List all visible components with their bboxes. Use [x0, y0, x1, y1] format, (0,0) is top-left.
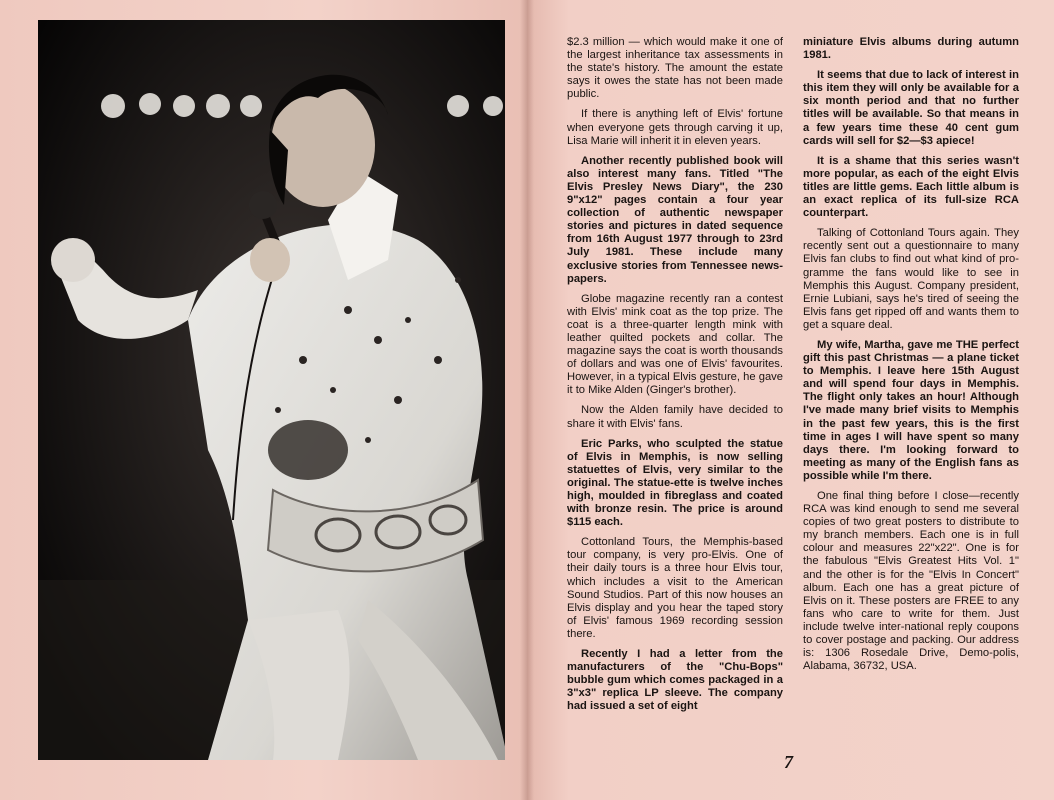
page-number: 7	[784, 752, 793, 772]
paragraph: It seems that due to lack of interest in this item they will only be available for a six month period and that no further titles will be available. So that means in a few years time these 40 cent gum cards will sell for $2—$3 apiece!	[803, 69, 1019, 147]
paragraph: Now the Alden family have decided to share it with Elvis' fans.	[567, 404, 783, 430]
paragraph: Recently I had a letter from the manufacturers of the "Chu-Bops" bubble gum which comes packaged in a 3"x3" replica LP sleeve. The company had issued a set of eight	[567, 648, 783, 713]
paragraph: Another recently published book will also interest many fans. Titled "The Elvis Presley News Diary", the 230 9"x12" pages contain a four year collection of authentic newspaper stories and pictures in dated sequence from 16th August 1977 through to 23rd July 1981. These include many exclusive stories from Tennessee news-papers.	[567, 154, 783, 285]
paragraph: Cottonland Tours, the Memphis-based tour company, is very pro-Elvis. One of their daily tours is a three hour Elvis tour, which includes a visit to the American Sound Studios. Part of this now houses an Elvis display and you hear the taped story of Elvis' famous 1969 recording session there.	[567, 536, 783, 640]
performer-icon	[38, 20, 505, 760]
paragraph: One final thing before I close—recently RCA was kind enough to send me several copies of two great posters to distribute to my branch members. Each one is in full colour and measures 22"x22". One is for the fabulous "Elvis Greatest Hits Vol. 1" and the other is for the "Elvis In Concert" album. Each one has a great picture of Elvis on it. These posters are FREE to any fans who care to write for them. Just include twelve inter-national reply coupons to cover postage and packing. Our address is: 1306 Rosedale Drive, Demo-polis, Alabama, 36732, USA.	[803, 490, 1019, 673]
paragraph: $2.3 million — which would make it one of the largest inheritance tax assessments in the state's history. The amount the estate says it owes the state has not been made public.	[567, 36, 783, 101]
page-gutter	[520, 0, 534, 800]
paragraph: Globe magazine recently ran a contest with Elvis' mink coat as the top prize. The coat is a three-quarter length mink with leather quilted pockets and collar. The magazine says the coat is worth thousands of dollars and was one of Elvis' favourites. However, in a typical Elvis gesture, he gave it to Mike Alden (Ginger's brother).	[567, 292, 783, 397]
concert-photo	[38, 20, 505, 760]
paragraph: If there is anything left of Elvis' fortune when everyone gets through carving it up, Lisa Marie will inherit it in eleven years.	[567, 108, 783, 147]
paragraph: miniature Elvis albums during autumn 1981.	[803, 36, 1019, 62]
paragraph: It is a shame that this series wasn't more popular, as each of the eight Elvis titles are little gems. Each little album is an exact replica of its full-size RCA counterpart.	[803, 154, 1019, 220]
paragraph: My wife, Martha, gave me THE perfect gift this past Christmas — a plane ticket to Memphis. I leave here 15th August and will spend four days in Memphis. The flight only takes an hour! Although I've made many brief visits to Memphis in the past few years, this is the first time in ages I will have spent so many days there. I'm looking forward to meeting as many of the English fans as possible while I'm there.	[803, 338, 1019, 482]
paragraph: Talking of Cottonland Tours again. They recently sent out a questionnaire to many Elvis fan clubs to find out what kind of pro-gramme the fans would like to see in Memphis this August. Company president, Ernie Lubiani, says he's tired of seeing the Elvis fans get ripped off and wants them to get a square deal.	[803, 227, 1019, 331]
article-column-1	[567, 36, 783, 721]
paragraph: Eric Parks, who sculpted the statue of Elvis in Memphis, is now selling statuettes of Elvis, very similar to the original. The statue-ette is twelve inches high, moulded in fibreglass and coated with bronze resin. The price is around $115 each.	[567, 437, 783, 529]
article-column-2	[803, 36, 1019, 680]
